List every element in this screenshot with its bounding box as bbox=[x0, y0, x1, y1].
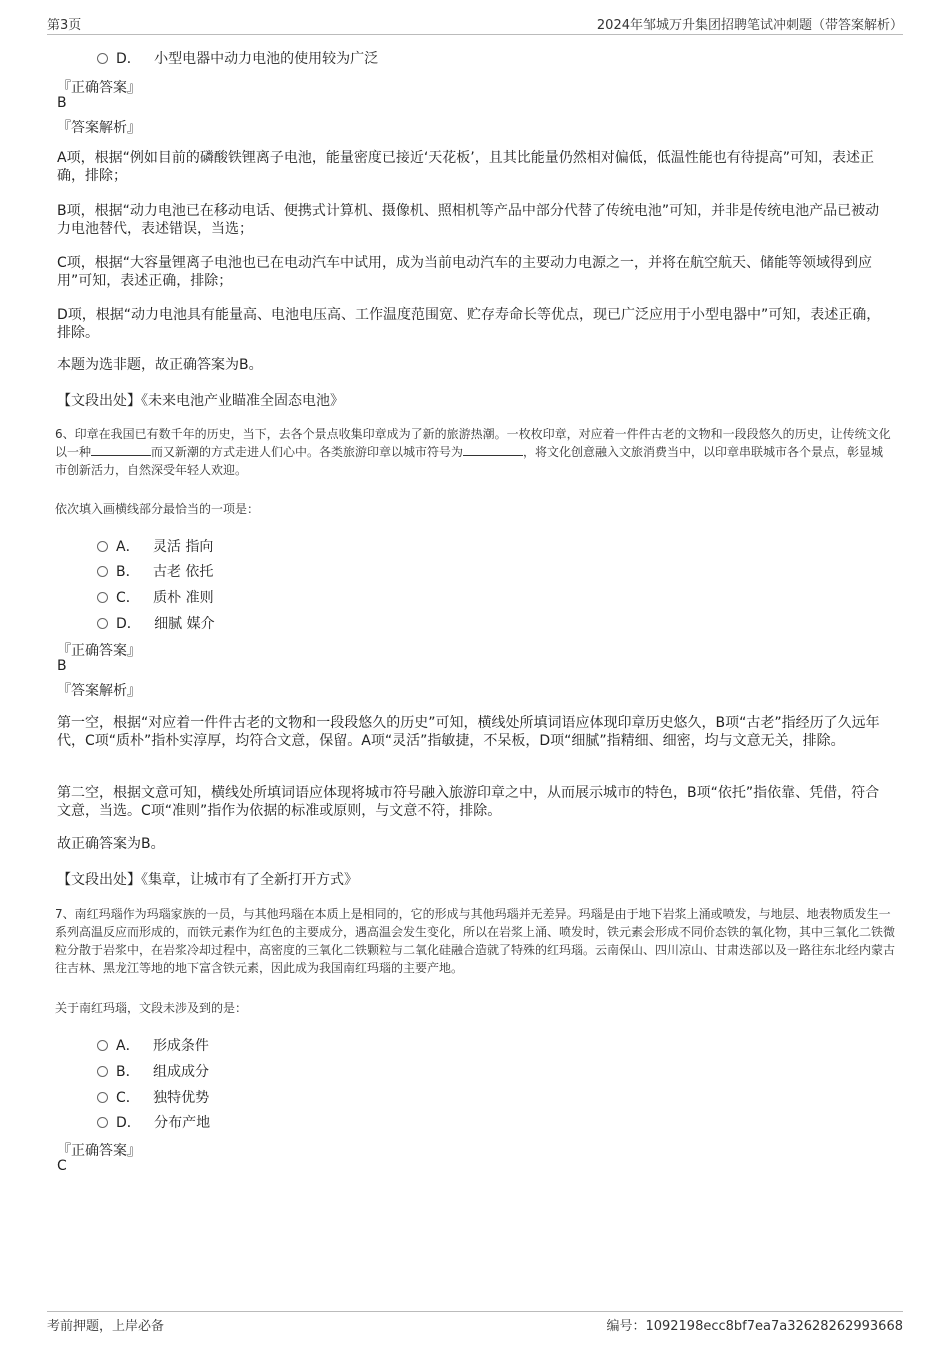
q6-source: 【文段出处】《集章，让城市有了全新打开方式》 bbox=[57, 872, 358, 888]
radio-icon[interactable] bbox=[97, 1040, 108, 1051]
blank-line bbox=[463, 443, 523, 456]
q6-answer-label: 『正确答案』 bbox=[57, 643, 141, 659]
q7-option-c[interactable]: C． 独特优势 bbox=[97, 1087, 209, 1107]
q5-answer-label: 『正确答案』 bbox=[57, 80, 141, 96]
q7-option-b[interactable]: B． 组成成分 bbox=[97, 1061, 209, 1081]
q7-answer: C bbox=[57, 1158, 67, 1174]
q5-source: 【文段出处】《未来电池产业瞄准全固态电池》 bbox=[57, 393, 344, 409]
q5-analysis-a: A项，根据“例如目前的磷酸铁锂离子电池，能量密度已接近‘天花板’，且其比能量仍然相对偏低，低温性能也有待提高”可知，表述正确，排除； bbox=[57, 150, 874, 184]
blank-line bbox=[91, 443, 151, 456]
q7-option-a[interactable]: A． 形成条件 bbox=[97, 1035, 209, 1055]
radio-icon[interactable] bbox=[97, 53, 108, 64]
q6-option-a[interactable]: A． 灵活 指向 bbox=[97, 536, 213, 556]
q6-option-c[interactable]: C． 质朴 准则 bbox=[97, 587, 214, 607]
q5-option-d[interactable]: D． 小型电器中动力电池的使用较为广泛 bbox=[97, 48, 378, 68]
q5-analysis-d: D项，根据“动力电池具有能量高、电池电压高、工作温度范围宽、贮存寿命长等优点，现已广泛应用于小型电器中”可知，表述正确，排除。 bbox=[57, 307, 881, 341]
q6-option-b[interactable]: B． 古老 依托 bbox=[97, 561, 213, 581]
document-id: 编号：1092198ecc8bf7ea7a32628262993668 bbox=[606, 1319, 903, 1334]
q5-conclusion: 本题为选非题，故正确答案为B。 bbox=[57, 357, 263, 373]
page-number: 第3页 bbox=[47, 18, 82, 33]
q7-option-d[interactable]: D． 分布产地 bbox=[97, 1112, 210, 1132]
q6-prompt: 依次填入画横线部分最恰当的一项是： bbox=[55, 502, 260, 516]
q5-analysis-b: B项，根据“动力电池已在移动电话、便携式计算机、摄像机、照相机等产品中部分代替了传统电池”可知，并非是传统电池产品已被动力电池替代，表述错误，当选； bbox=[57, 203, 880, 237]
q6-analysis-1: 第一空，根据“对应着一件件古老的文物和一段段悠久的历史”可知，横线处所填词语应体现印章历史悠久，B项“古老”指经历了久远年代，C项“质朴”指朴实淳厚，均符合文意，保留。A项“灵活”指敏捷，不呆板，D项“细腻”指精细、细密，均与文意无关，排除。 bbox=[57, 715, 880, 749]
q6-analysis-2: 第二空，根据文意可知，横线处所填词语应体现将城市符号融入旅游印章之中，从而展示城市的特色，B项“依托”指依靠、凭借，符合文意，当选。C项“准则”指作为依据的标准或原则，与文意不符，排除。 bbox=[57, 785, 880, 819]
radio-icon[interactable] bbox=[97, 541, 108, 552]
radio-icon[interactable] bbox=[97, 1117, 108, 1128]
footer-slogan: 考前押题，上岸必备 bbox=[47, 1319, 165, 1334]
page-footer bbox=[47, 1311, 903, 1334]
q6-option-d[interactable]: D． 细腻 媒介 bbox=[97, 613, 215, 633]
document-title: 2024年邹城万升集团招聘笔试冲刺题（带答案解析） bbox=[596, 18, 903, 33]
q7-prompt: 关于南红玛瑙，文段未涉及到的是： bbox=[55, 1001, 248, 1015]
q5-answer: B bbox=[57, 95, 67, 111]
radio-icon[interactable] bbox=[97, 1066, 108, 1077]
q6-stem: 6、印章在我国已有数千年的历史，当下，去各个景点收集印章成为了新的旅游热潮。一枚枚印章，对应着一件件古老的文物和一段段悠久的历史，让传统文化以一种 而又新潮的方式走进人们心中。各类旅游印章以城市符号为 ，将文化创意融入文旅消费当中，以印章串联城市各个景点，彰显城市创新活力，自然深受年轻人欢迎。 bbox=[55, 427, 891, 477]
radio-icon[interactable] bbox=[97, 592, 108, 603]
q6-analysis-label: 『答案解析』 bbox=[57, 683, 141, 699]
q6-conclusion: 故正确答案为B。 bbox=[57, 836, 165, 852]
q7-answer-label: 『正确答案』 bbox=[57, 1143, 141, 1159]
page-header bbox=[47, 14, 903, 35]
q7-stem: 7、南红玛瑙作为玛瑙家族的一员，与其他玛瑙在本质上是相同的，它的形成与其他玛瑙并无差异。玛瑙是由于地下岩浆上涌或喷发，与地层、地表物质发生一系列高温反应而形成的，而铁元素作为红色的主要成分，遇高温会发生变化，所以在岩浆上涌、喷发时，铁元素会形成不同价态铁的氧化物，其中三氧化二铁微粒分散于岩浆中，在岩浆冷却过程中，高密度的三氧化二铁颗粒与二氧化硅融合造就了特殊的红玛瑙。云南保山、四川凉山、甘肃迭部以及一路往东北经内蒙古往吉林、黑龙江等地的地下富含铁元素，因此成为我国南红玛瑙的主要产地。 bbox=[55, 907, 896, 975]
q5-analysis-label: 『答案解析』 bbox=[57, 120, 141, 136]
q6-answer: B bbox=[57, 658, 67, 674]
radio-icon[interactable] bbox=[97, 618, 108, 629]
radio-icon[interactable] bbox=[97, 566, 108, 577]
radio-icon[interactable] bbox=[97, 1092, 108, 1103]
q5-analysis-c: C项，根据“大容量锂离子电池也已在电动汽车中试用，成为当前电动汽车的主要动力电源之一，并将在航空航天、储能等领域得到应用”可知，表述正确，排除； bbox=[57, 255, 873, 289]
